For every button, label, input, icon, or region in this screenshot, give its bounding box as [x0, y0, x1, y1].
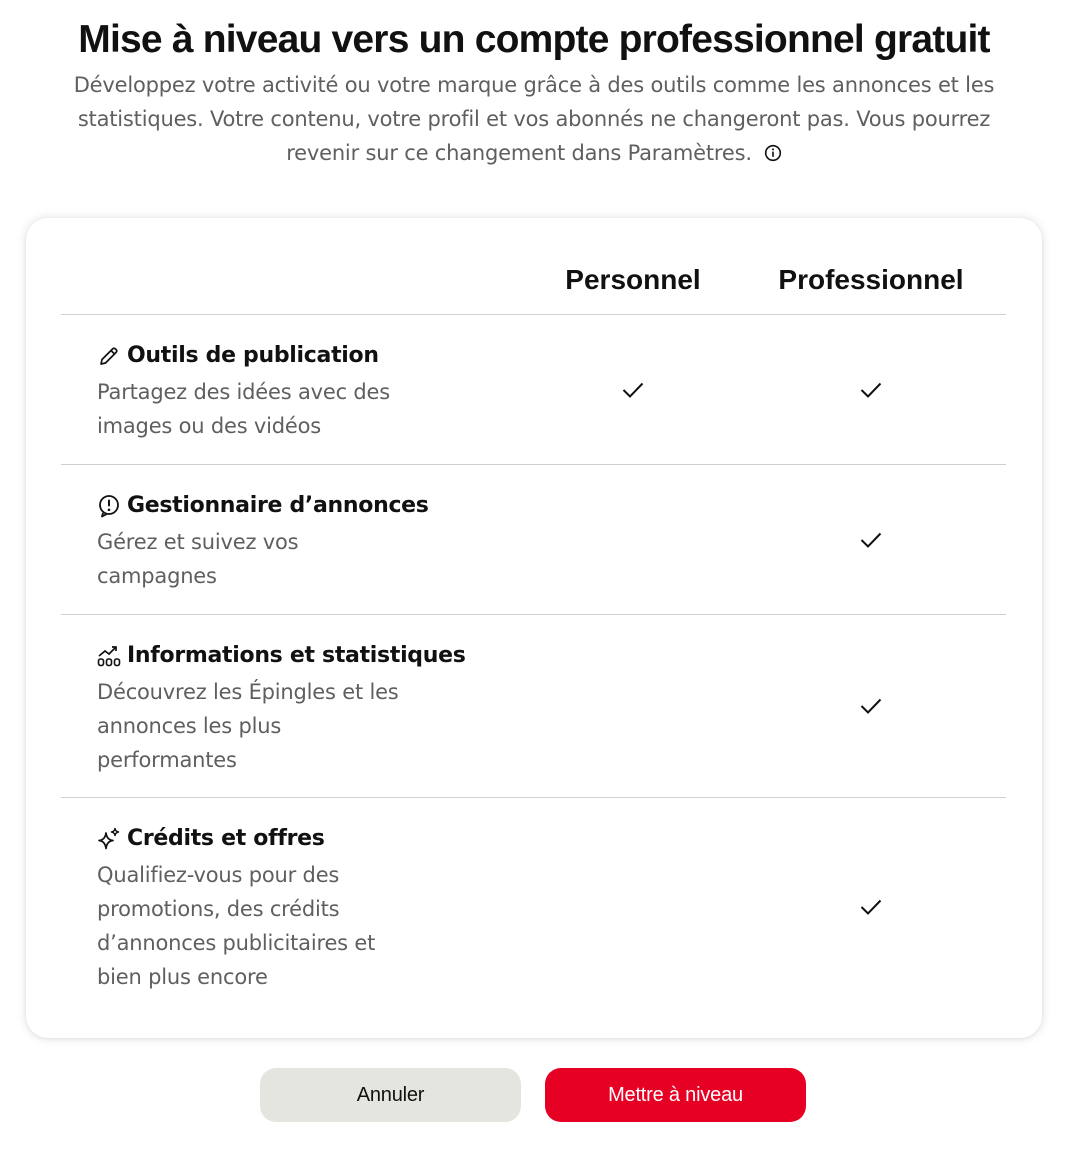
sparkle-icon [97, 827, 121, 851]
analytics-icon [97, 644, 121, 668]
page-subtitle [60, 68, 1008, 170]
divider [61, 314, 1006, 315]
cancel-button[interactable]: Annuler [260, 1068, 521, 1122]
divider [61, 614, 1006, 615]
divider [61, 464, 1006, 465]
info-icon[interactable] [764, 144, 782, 162]
feature-title [97, 341, 379, 371]
feature-title [97, 824, 325, 854]
feature-description: Gérez et suivez vos campagnes [97, 530, 299, 588]
column-header-personal: Personnel [565, 264, 701, 295]
pencil-icon [97, 344, 121, 368]
check-icon [860, 697, 882, 715]
check-icon [860, 898, 882, 916]
check-icon [860, 381, 882, 399]
check-icon [622, 381, 644, 399]
subtitle-text: Développez votre activité ou votre marque grâce à des outils comme les annonces et les statistiques. Votre contenu, votre profil et vos abonnés ne changeront pas. Vous pourrez revenir sur ce changement dans Paramètres. [73, 73, 995, 165]
feature-title [97, 491, 429, 521]
feature-description: Qualifiez-vous pour des promotions, des crédits d’annonces publicitaires et bien plus encore [97, 863, 376, 989]
comparison-card [26, 218, 1042, 1038]
feature-title-text: Crédits et offres [127, 826, 325, 851]
alert-circle-icon [97, 494, 121, 518]
feature-title-text: Gestionnaire d’annonces [127, 493, 429, 518]
divider [61, 797, 1006, 798]
check-icon [860, 531, 882, 549]
feature-description: Partagez des idées avec des images ou des vidéos [97, 380, 390, 438]
feature-title-text: Informations et statistiques [127, 643, 466, 668]
feature-description: Découvrez les Épingles et les annonces les plus performantes [97, 680, 399, 772]
feature-title-text: Outils de publication [127, 343, 379, 368]
feature-title [97, 641, 466, 671]
upgrade-button[interactable]: Mettre à niveau [545, 1068, 806, 1122]
column-header-professional: Professionnel [778, 264, 964, 295]
page-title: Mise à niveau vers un compte professionnel gratuit [78, 18, 990, 61]
